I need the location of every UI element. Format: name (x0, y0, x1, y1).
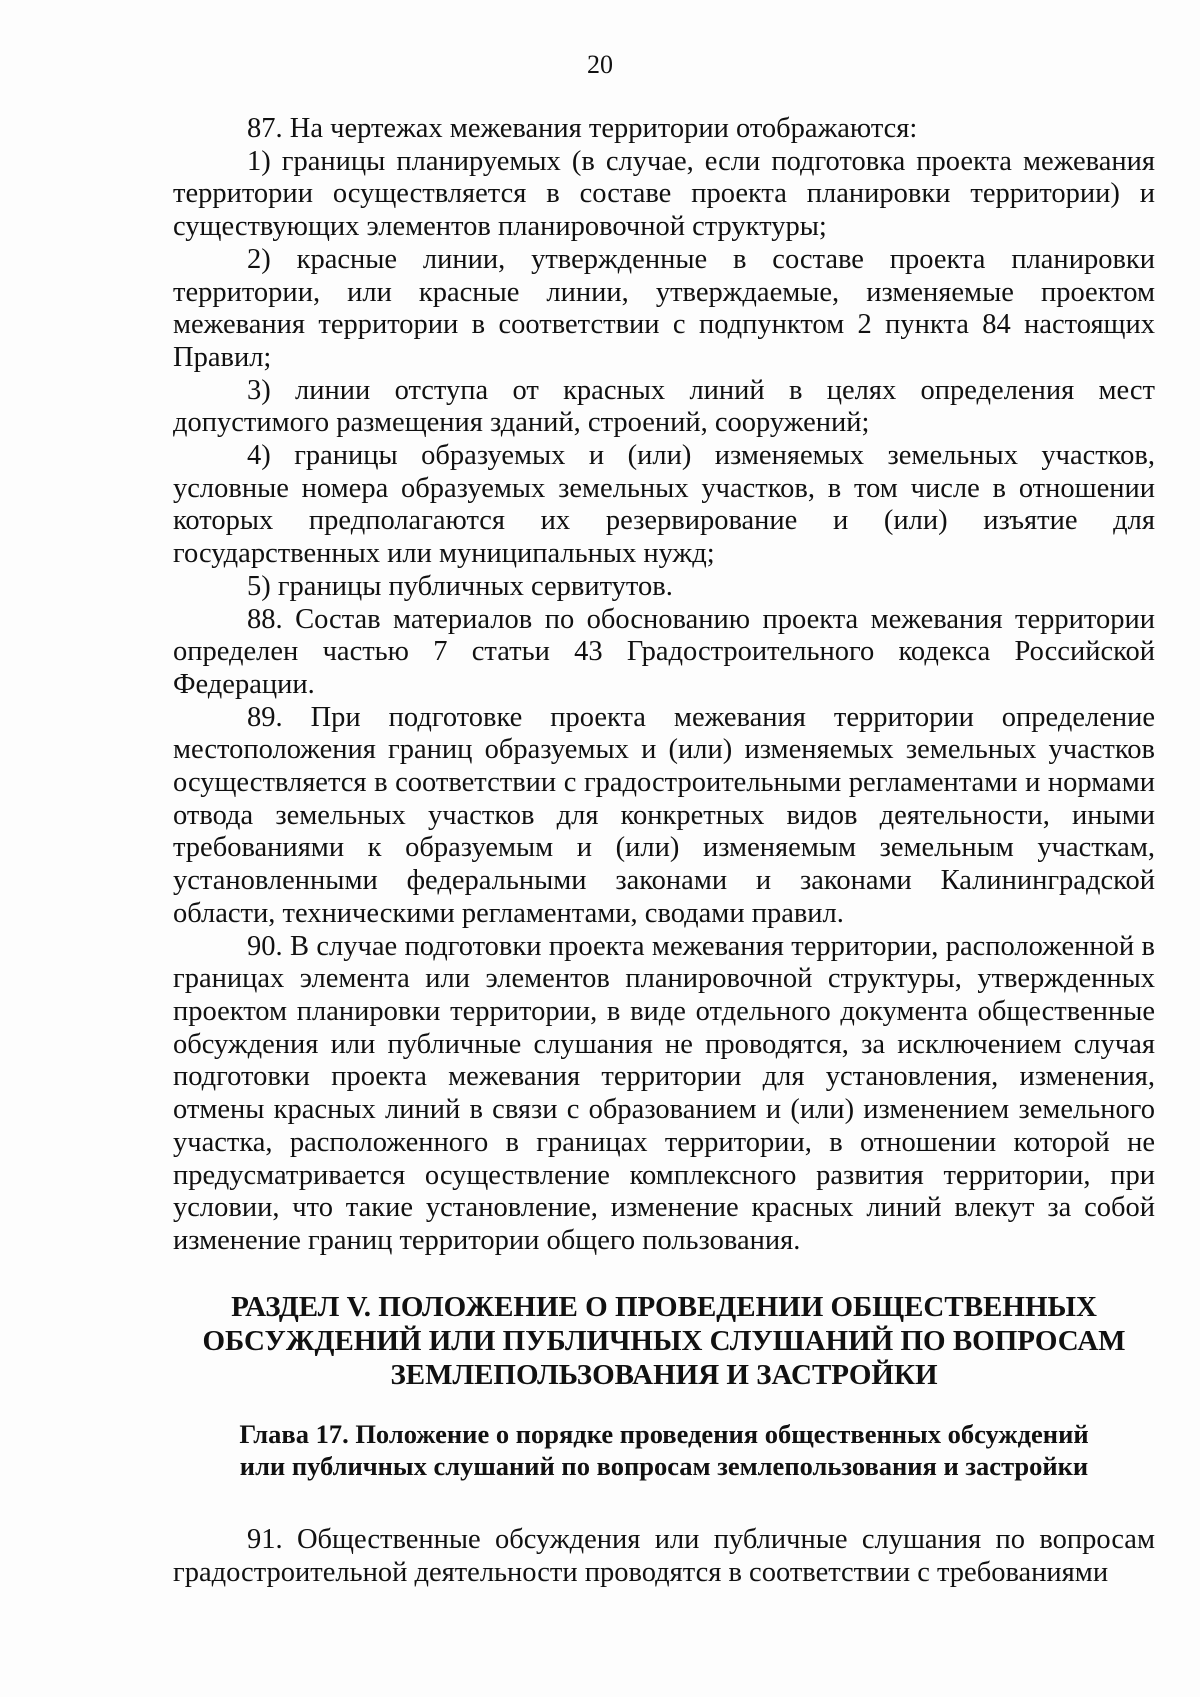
paragraph-89: 89. При подготовке проекта межевания территории определение местоположения границ образуемых и (или) изменяемых земельных участков осуществляется в соответствии с градостроительными регламентами и нормами отвода земельных участков для конкретных видов деятельности, иными требованиями к образуемым и (или) изменяемым земельным участкам, установленными федеральными законами и законами Калининградской области, техническими регламентами, сводами правил. (173, 701, 1155, 929)
paragraph-87-item-2: 2) красные линии, утвержденные в составе проекта планировки территории, или красные линии, утверждаемые, изменяемые проектом межевания территории в соответствии с подпунктом 2 пункта 84 настоящих Правил; (173, 243, 1155, 373)
paragraph-90: 90. В случае подготовки проекта межевания территории, расположенной в границах элемента или элементов планировочной структуры, утвержденных проектом планировки территории, в виде отдельного документа общественные обсуждения или публичные слушания не проводятся, за исключением случая подготовки проекта межевания территории для установления, изменения, отмены красных линий в связи с образованием и (или) изменением земельного участка, расположенного в границах территории, в отношении которой не предусматривается осуществление комплексного развития территории, при условии, что такие установление, изменение красных линий влекут за собой изменение границ территории общего пользования. (173, 930, 1155, 1256)
section-heading-line-1: РАЗДЕЛ V. ПОЛОЖЕНИЕ О ПРОВЕДЕНИИ ОБЩЕСТВЕННЫХ (231, 1291, 1097, 1323)
paragraph-87-item-3: 3) линии отступа от красных линий в целях определения мест допустимого размещения зданий, строений, сооружений; (173, 374, 1155, 439)
paragraph-87-item-4: 4) границы образуемых и (или) изменяемых земельных участков, условные номера образуемых земельных участков, в том числе в отношении которых предполагаются их резервирование и (или) изъятие для государственных или муниципальных нужд; (173, 440, 1155, 570)
section-heading (173, 1290, 1155, 1392)
chapter-text-block (173, 1524, 1155, 1589)
paragraph-87-item-1: 1) границы планируемых (в случае, если подготовка проекта межевания территории осуществляется в составе проекта планировки территории) и существующих элементов планировочной структуры; (173, 145, 1155, 243)
section-heading-line-2: ОБСУЖДЕНИЙ ИЛИ ПУБЛИЧНЫХ СЛУШАНИЙ ПО ВОПРОСАМ (202, 1325, 1126, 1357)
chapter-heading-line-2: или публичных слушаний по вопросам землепользования и застройки (239, 1451, 1089, 1481)
chapter-heading (173, 1418, 1155, 1482)
paragraph-91: 91. Общественные обсуждения или публичные слушания по вопросам градостроительной деятельности проводятся в соответствии с требованиями (173, 1524, 1155, 1588)
paragraph-87: 87. На чертежах межевания территории отображаются: (247, 113, 918, 144)
page-number: 20 (587, 50, 613, 79)
paragraph-87-item-5: 5) границы публичных сервитутов. (247, 570, 673, 602)
chapter-heading-line-1: Глава 17. Положение о порядке проведения общественных обсуждений (239, 1419, 1089, 1449)
section-heading-line-3: ЗЕМЛЕПОЛЬЗОВАНИЯ И ЗАСТРОЙКИ (390, 1359, 938, 1391)
paragraph-88: 88. Состав материалов по обоснованию проекта межевания территории определен частью 7 статьи 43 Градостроительного кодекса Российской Федерации. (173, 603, 1155, 700)
main-text-block (173, 113, 1155, 1258)
